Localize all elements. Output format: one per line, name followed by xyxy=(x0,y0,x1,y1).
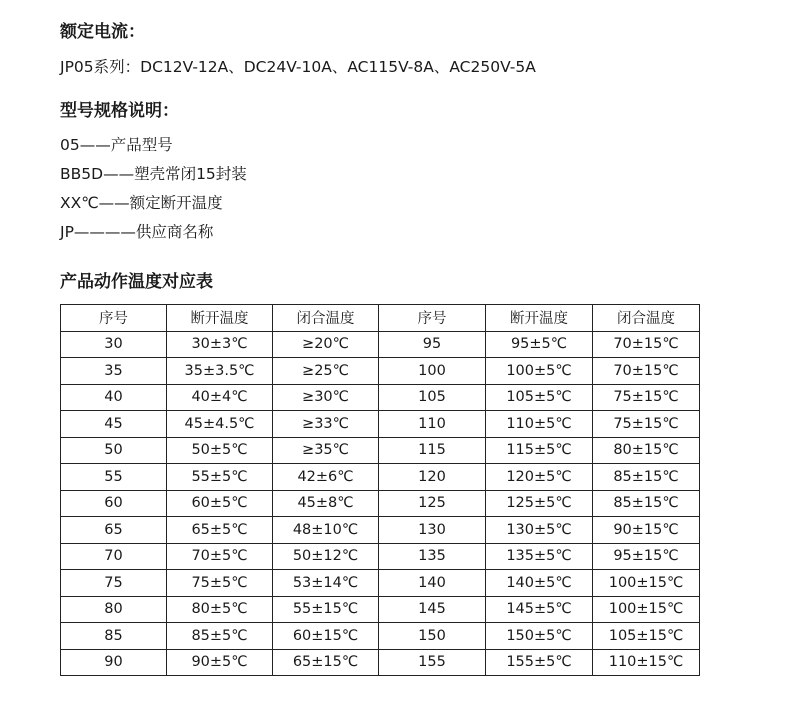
seq-cell: 85 xyxy=(61,623,167,650)
seq-cell: 120 xyxy=(379,464,486,491)
open-temp-cell: 35±3.5℃ xyxy=(167,358,273,385)
model-spec-line: JP————供应商名称 xyxy=(60,223,214,241)
open-temp-cell: 85±5℃ xyxy=(167,623,273,650)
close-temp-cell: 75±15℃ xyxy=(593,384,700,411)
open-temp-cell: 75±5℃ xyxy=(167,570,273,597)
close-temp-cell: 100±15℃ xyxy=(593,596,700,623)
open-temp-cell: 40±4℃ xyxy=(167,384,273,411)
open-temp-cell: 155±5℃ xyxy=(486,649,593,676)
seq-cell: 130 xyxy=(379,517,486,544)
seq-cell: 90 xyxy=(61,649,167,676)
close-temp-cell: ≥25℃ xyxy=(273,358,379,385)
seq-cell: 95 xyxy=(379,331,486,358)
seq-cell: 30 xyxy=(61,331,167,358)
close-temp-cell: 90±15℃ xyxy=(593,517,700,544)
open-temp-cell: 110±5℃ xyxy=(486,411,593,438)
close-temp-cell: 110±15℃ xyxy=(593,649,700,676)
seq-cell: 70 xyxy=(61,543,167,570)
open-temp-cell: 130±5℃ xyxy=(486,517,593,544)
open-temp-cell: 100±5℃ xyxy=(486,358,593,385)
seq-cell: 150 xyxy=(379,623,486,650)
close-temp-cell: 45±8℃ xyxy=(273,490,379,517)
close-temp-cell: 65±15℃ xyxy=(273,649,379,676)
open-temp-cell: 70±5℃ xyxy=(167,543,273,570)
table-row xyxy=(61,623,700,650)
open-temp-cell: 60±5℃ xyxy=(167,490,273,517)
column-header: 序号 xyxy=(61,305,167,332)
model-spec-line: 05——产品型号 xyxy=(60,136,173,154)
open-temp-cell: 150±5℃ xyxy=(486,623,593,650)
open-temp-cell: 145±5℃ xyxy=(486,596,593,623)
open-temp-cell: 50±5℃ xyxy=(167,437,273,464)
close-temp-cell: ≥33℃ xyxy=(273,411,379,438)
model-spec-heading: 型号规格说明： xyxy=(60,101,179,121)
table-row xyxy=(61,384,700,411)
close-temp-cell: 105±15℃ xyxy=(593,623,700,650)
table-row xyxy=(61,517,700,544)
open-temp-cell: 80±5℃ xyxy=(167,596,273,623)
table-row xyxy=(61,649,700,676)
close-temp-cell: 48±10℃ xyxy=(273,517,379,544)
seq-cell: 135 xyxy=(379,543,486,570)
column-header: 序号 xyxy=(379,305,486,332)
table-header-row xyxy=(61,305,700,332)
column-header: 闭合温度 xyxy=(273,305,379,332)
open-temp-cell: 125±5℃ xyxy=(486,490,593,517)
open-temp-cell: 105±5℃ xyxy=(486,384,593,411)
close-temp-cell: ≥35℃ xyxy=(273,437,379,464)
seq-cell: 80 xyxy=(61,596,167,623)
close-temp-cell: ≥30℃ xyxy=(273,384,379,411)
open-temp-cell: 65±5℃ xyxy=(167,517,273,544)
table-row xyxy=(61,464,700,491)
table-row xyxy=(61,490,700,517)
table-row xyxy=(61,596,700,623)
seq-cell: 45 xyxy=(61,411,167,438)
seq-cell: 35 xyxy=(61,358,167,385)
seq-cell: 100 xyxy=(379,358,486,385)
seq-cell: 55 xyxy=(61,464,167,491)
close-temp-cell: 70±15℃ xyxy=(593,358,700,385)
model-spec-line: BB5D——塑壳常闭15封装 xyxy=(60,165,247,183)
open-temp-cell: 30±3℃ xyxy=(167,331,273,358)
column-header: 闭合温度 xyxy=(593,305,700,332)
column-header: 断开温度 xyxy=(486,305,593,332)
seq-cell: 140 xyxy=(379,570,486,597)
table-row xyxy=(61,331,700,358)
seq-cell: 125 xyxy=(379,490,486,517)
column-header: 断开温度 xyxy=(167,305,273,332)
seq-cell: 65 xyxy=(61,517,167,544)
seq-cell: 155 xyxy=(379,649,486,676)
table-row xyxy=(61,543,700,570)
seq-cell: 145 xyxy=(379,596,486,623)
open-temp-cell: 90±5℃ xyxy=(167,649,273,676)
close-temp-cell: 85±15℃ xyxy=(593,490,700,517)
open-temp-cell: 115±5℃ xyxy=(486,437,593,464)
seq-cell: 75 xyxy=(61,570,167,597)
seq-cell: 105 xyxy=(379,384,486,411)
close-temp-cell: ≥20℃ xyxy=(273,331,379,358)
close-temp-cell: 70±15℃ xyxy=(593,331,700,358)
seq-cell: 115 xyxy=(379,437,486,464)
close-temp-cell: 85±15℃ xyxy=(593,464,700,491)
close-temp-cell: 53±14℃ xyxy=(273,570,379,597)
close-temp-cell: 100±15℃ xyxy=(593,570,700,597)
open-temp-cell: 55±5℃ xyxy=(167,464,273,491)
open-temp-cell: 45±4.5℃ xyxy=(167,411,273,438)
table-row xyxy=(61,570,700,597)
open-temp-cell: 120±5℃ xyxy=(486,464,593,491)
close-temp-cell: 80±15℃ xyxy=(593,437,700,464)
open-temp-cell: 135±5℃ xyxy=(486,543,593,570)
table-body xyxy=(61,331,700,676)
close-temp-cell: 75±15℃ xyxy=(593,411,700,438)
table-row xyxy=(61,358,700,385)
rated-current-text: JP05系列：DC12V-12A、DC24V-10A、AC115V-8A、AC250V-5A xyxy=(60,58,536,76)
open-temp-cell: 95±5℃ xyxy=(486,331,593,358)
table-row xyxy=(61,411,700,438)
rated-current-heading: 额定电流： xyxy=(60,22,145,42)
seq-cell: 50 xyxy=(61,437,167,464)
temp-table-heading: 产品动作温度对应表 xyxy=(60,272,213,292)
temperature-table xyxy=(60,304,700,676)
seq-cell: 60 xyxy=(61,490,167,517)
seq-cell: 40 xyxy=(61,384,167,411)
seq-cell: 110 xyxy=(379,411,486,438)
close-temp-cell: 60±15℃ xyxy=(273,623,379,650)
close-temp-cell: 55±15℃ xyxy=(273,596,379,623)
close-temp-cell: 42±6℃ xyxy=(273,464,379,491)
open-temp-cell: 140±5℃ xyxy=(486,570,593,597)
model-spec-line: XX℃——额定断开温度 xyxy=(60,194,223,212)
table-row xyxy=(61,437,700,464)
close-temp-cell: 50±12℃ xyxy=(273,543,379,570)
close-temp-cell: 95±15℃ xyxy=(593,543,700,570)
